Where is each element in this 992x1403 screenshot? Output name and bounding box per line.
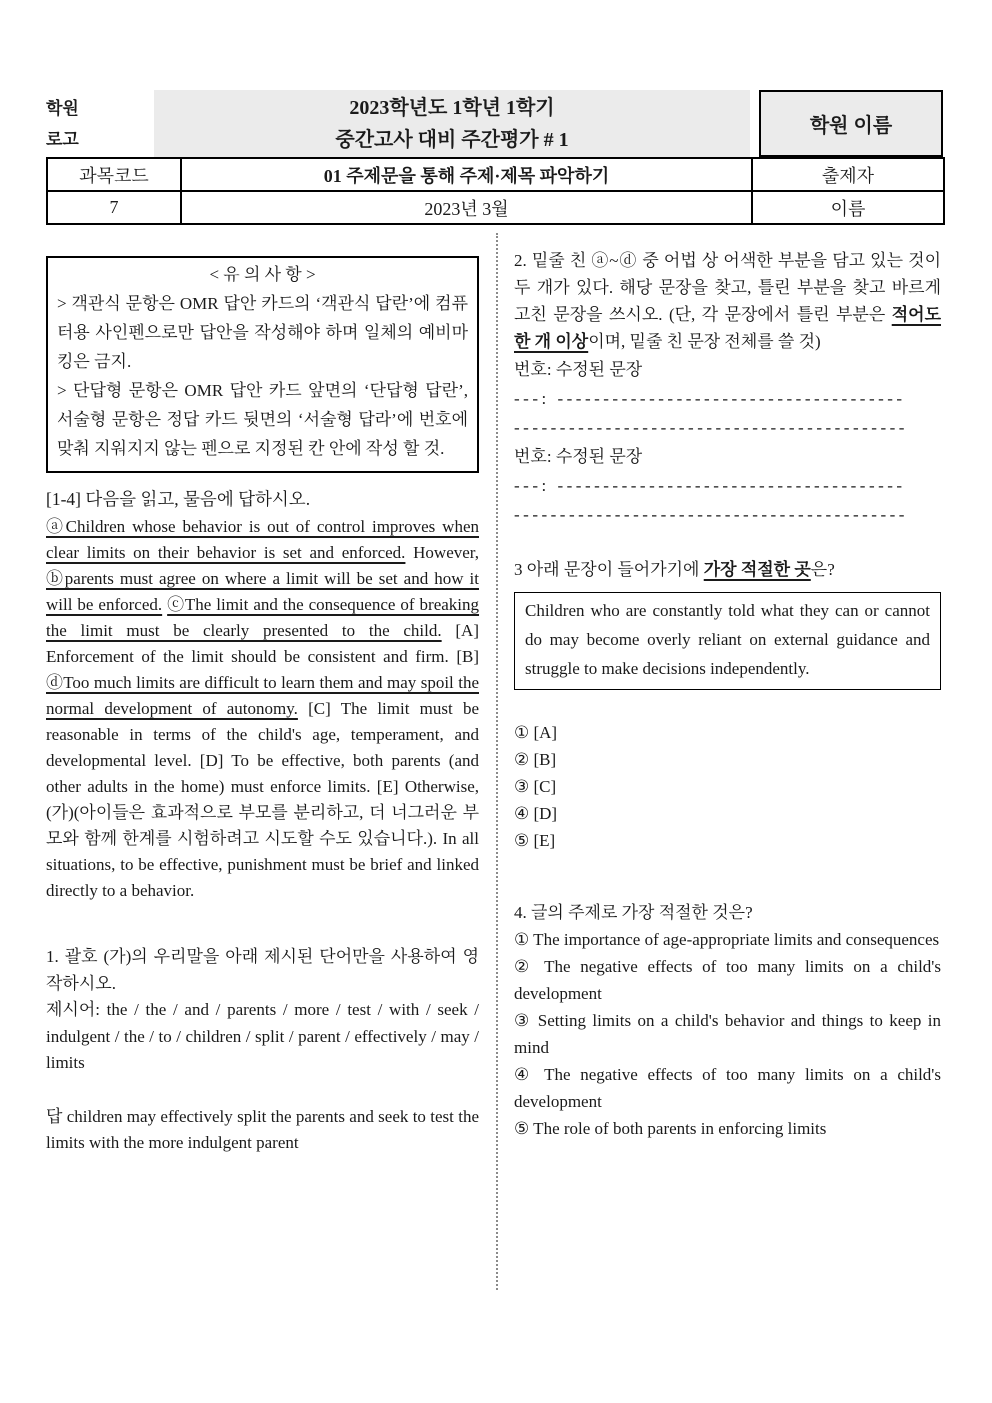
q2-blank-2-line-1 <box>514 471 941 500</box>
passage-segment-d: ⓓToo much limits are difficult to learn them and may spoil the normal development of autonomy. <box>46 673 479 718</box>
q3-option-3: ③ [C] <box>514 777 557 796</box>
header-table-row-1 <box>47 158 944 191</box>
notice-box <box>46 256 479 473</box>
right-column <box>514 247 941 1142</box>
q4-title: 4. 글의 주제로 가장 적절한 것은? <box>514 903 753 922</box>
left-column <box>46 256 479 1157</box>
header-table <box>46 157 945 225</box>
q3-title-after: 은? <box>810 560 835 579</box>
question-1 <box>46 944 479 1157</box>
q2-title <box>514 247 941 355</box>
question-4 <box>514 899 941 1142</box>
q2-blank-prefix-1: ---: <box>514 389 558 408</box>
question-3 <box>514 556 941 854</box>
q3-option-2: ② [B] <box>514 750 557 769</box>
q3-insert-sentence-box: Children who are constantly told what they can or cannot do may become overly reliant on external guidance and struggle to make decisions independently. <box>514 592 941 690</box>
header-table-row-2 <box>47 191 944 224</box>
exam-title-line2: 중간고사 대비 주간평가 # 1 <box>335 129 569 151</box>
q1-title: 1. 괄호 (가)의 우리말을 아래 제시된 단어만을 사용하여 영작하시오. <box>46 947 479 993</box>
q2-blank-dashes-2: -------------------------------------- <box>557 476 906 495</box>
q4-option-5: ⑤ The role of both parents in enforcing limits <box>514 1119 827 1138</box>
passage-instruction: [1-4] 다음을 읽고, 물음에 답하시오. <box>46 489 311 509</box>
q2-text-before: 2. 밑줄 친 ⓐ~ⓓ 중 어법 상 어색한 부분을 담고 있는 것이 두 개가 있다. 해당 문장을 찾고, 틀린 부분을 찾고 바르게 고친 문장을 쓰시오. (단, 각 문장에서 틀린 부분은 <box>514 251 941 324</box>
q2-blank-1-line-2: ------------------------------------------- <box>514 418 908 437</box>
subject-code-label: 과목코드 <box>47 158 181 191</box>
passage-segment-a: ⓐChildren whose behavior is out of control improves when clear limits on their behavior is set and enforced. <box>46 517 479 562</box>
exam-header <box>46 90 943 225</box>
passage-segment-c: ⓒThe limit and the consequence of breaking the limit must be clearly presented to the child. <box>46 595 480 640</box>
q2-blank-prefix-2: ---: <box>514 476 558 495</box>
notice-line-1: > 객관식 문항은 OMR 답안 카드의 ‘객관식 답란’에 컴퓨터용 사인펜으로만 답안을 작성해야 하며 일체의 예비마킹은 금지. <box>57 294 468 371</box>
q3-option-1: ① [A] <box>514 723 558 742</box>
subject-code-value: 7 <box>47 191 181 224</box>
q2-blank-1-line-1 <box>514 384 941 413</box>
academy-logo <box>46 90 154 157</box>
q4-option-2: ② The negative effects of too many limits on a child's development <box>514 957 941 1003</box>
reading-passage <box>46 514 479 904</box>
header-row-title <box>46 90 943 157</box>
q1-given-words: 제시어: the / the / and / parents / more / test / with / seek / indulgent / the / to / children / split / parent / effectively / may / limits <box>46 1000 479 1072</box>
lesson-title: 01 주제문을 통해 주제·제목 파악하기 <box>181 158 752 191</box>
q2-blank-dashes-1: -------------------------------------- <box>557 389 906 408</box>
name-label: 이름 <box>752 191 944 224</box>
q2-answer-label-1: 번호: 수정된 문장 <box>514 360 643 379</box>
exam-date: 2023년 3월 <box>181 191 752 224</box>
passage-joiner-1: However, <box>405 543 480 562</box>
passage-joiner-3: [A] Enforcement of the limit should be consistent and firm. [B] <box>46 621 479 666</box>
q1-answer: 답 children may effectively split the parents and seek to test the limits with the more indulgent parent <box>46 1106 479 1152</box>
q3-option-4: ④ [D] <box>514 804 558 823</box>
q2-blank-2-line-2: ------------------------------------------- <box>514 505 908 524</box>
notice-line-2: > 단답형 문항은 OMR 답안 카드 앞면의 ‘단답형 답란’, 서술형 문항은 정답 카드 뒷면의 ‘서술형 답라’에 번호에 맞춰 지워지지 않는 펜으로 지정된 칸 안에 작성 할 것. <box>57 381 468 458</box>
q3-title <box>514 556 941 583</box>
academy-logo-line2: 로고 <box>46 130 79 149</box>
question-2 <box>514 247 941 529</box>
q2-text-after: 이며, 밑줄 친 문장 전체를 쓸 것) <box>588 332 821 351</box>
exam-title <box>154 90 750 157</box>
q3-options <box>514 719 941 854</box>
q4-option-4: ④ The negative effects of too many limits on a child's development <box>514 1065 941 1111</box>
q3-title-emphasis: 가장 적절한 곳 <box>703 560 811 579</box>
passage-tail: [C] The limit must be reasonable in terms of the child's age, temperament, and developmental level. [D] To be effective, both parents (and other adults in the home) must enforce limits. [E] Otherwise, (가)(아이들은 효과적으로 부모를 분리하고, 더 너그러운 부모와 함께 한계를 시험하려고 시도할 수도 있습니다.). In all situations, to be effective, punishment must be brief and linked directly to a behavior. <box>46 699 479 900</box>
q3-title-before: 3 아래 문장이 들어가기에 <box>514 560 704 579</box>
q4-options <box>514 926 941 1142</box>
q2-emphasis: 적어도 한 개 이상 <box>514 305 941 351</box>
exam-title-line1: 2023학년도 1학년 1학기 <box>349 97 555 119</box>
academy-logo-line1: 학원 <box>46 99 79 118</box>
notice-title: < 유 의 사 항 > <box>209 265 316 284</box>
q4-option-3: ③ Setting limits on a child's behavior and things to keep in mind <box>514 1011 941 1057</box>
notice-body <box>57 289 468 463</box>
passage-segment-b: ⓑparents must agree on where a limit will be set and how it will be enforced. <box>46 569 479 614</box>
q2-answer-label-2: 번호: 수정된 문장 <box>514 447 643 466</box>
header-gap <box>750 90 759 157</box>
q4-option-1: ① The importance of age-appropriate limits and consequences <box>514 930 940 949</box>
examiner-label: 출제자 <box>752 158 944 191</box>
q3-option-5: ⑤ [E] <box>514 831 556 850</box>
academy-name-box: 학원 이름 <box>759 90 943 157</box>
column-divider <box>496 233 498 1290</box>
